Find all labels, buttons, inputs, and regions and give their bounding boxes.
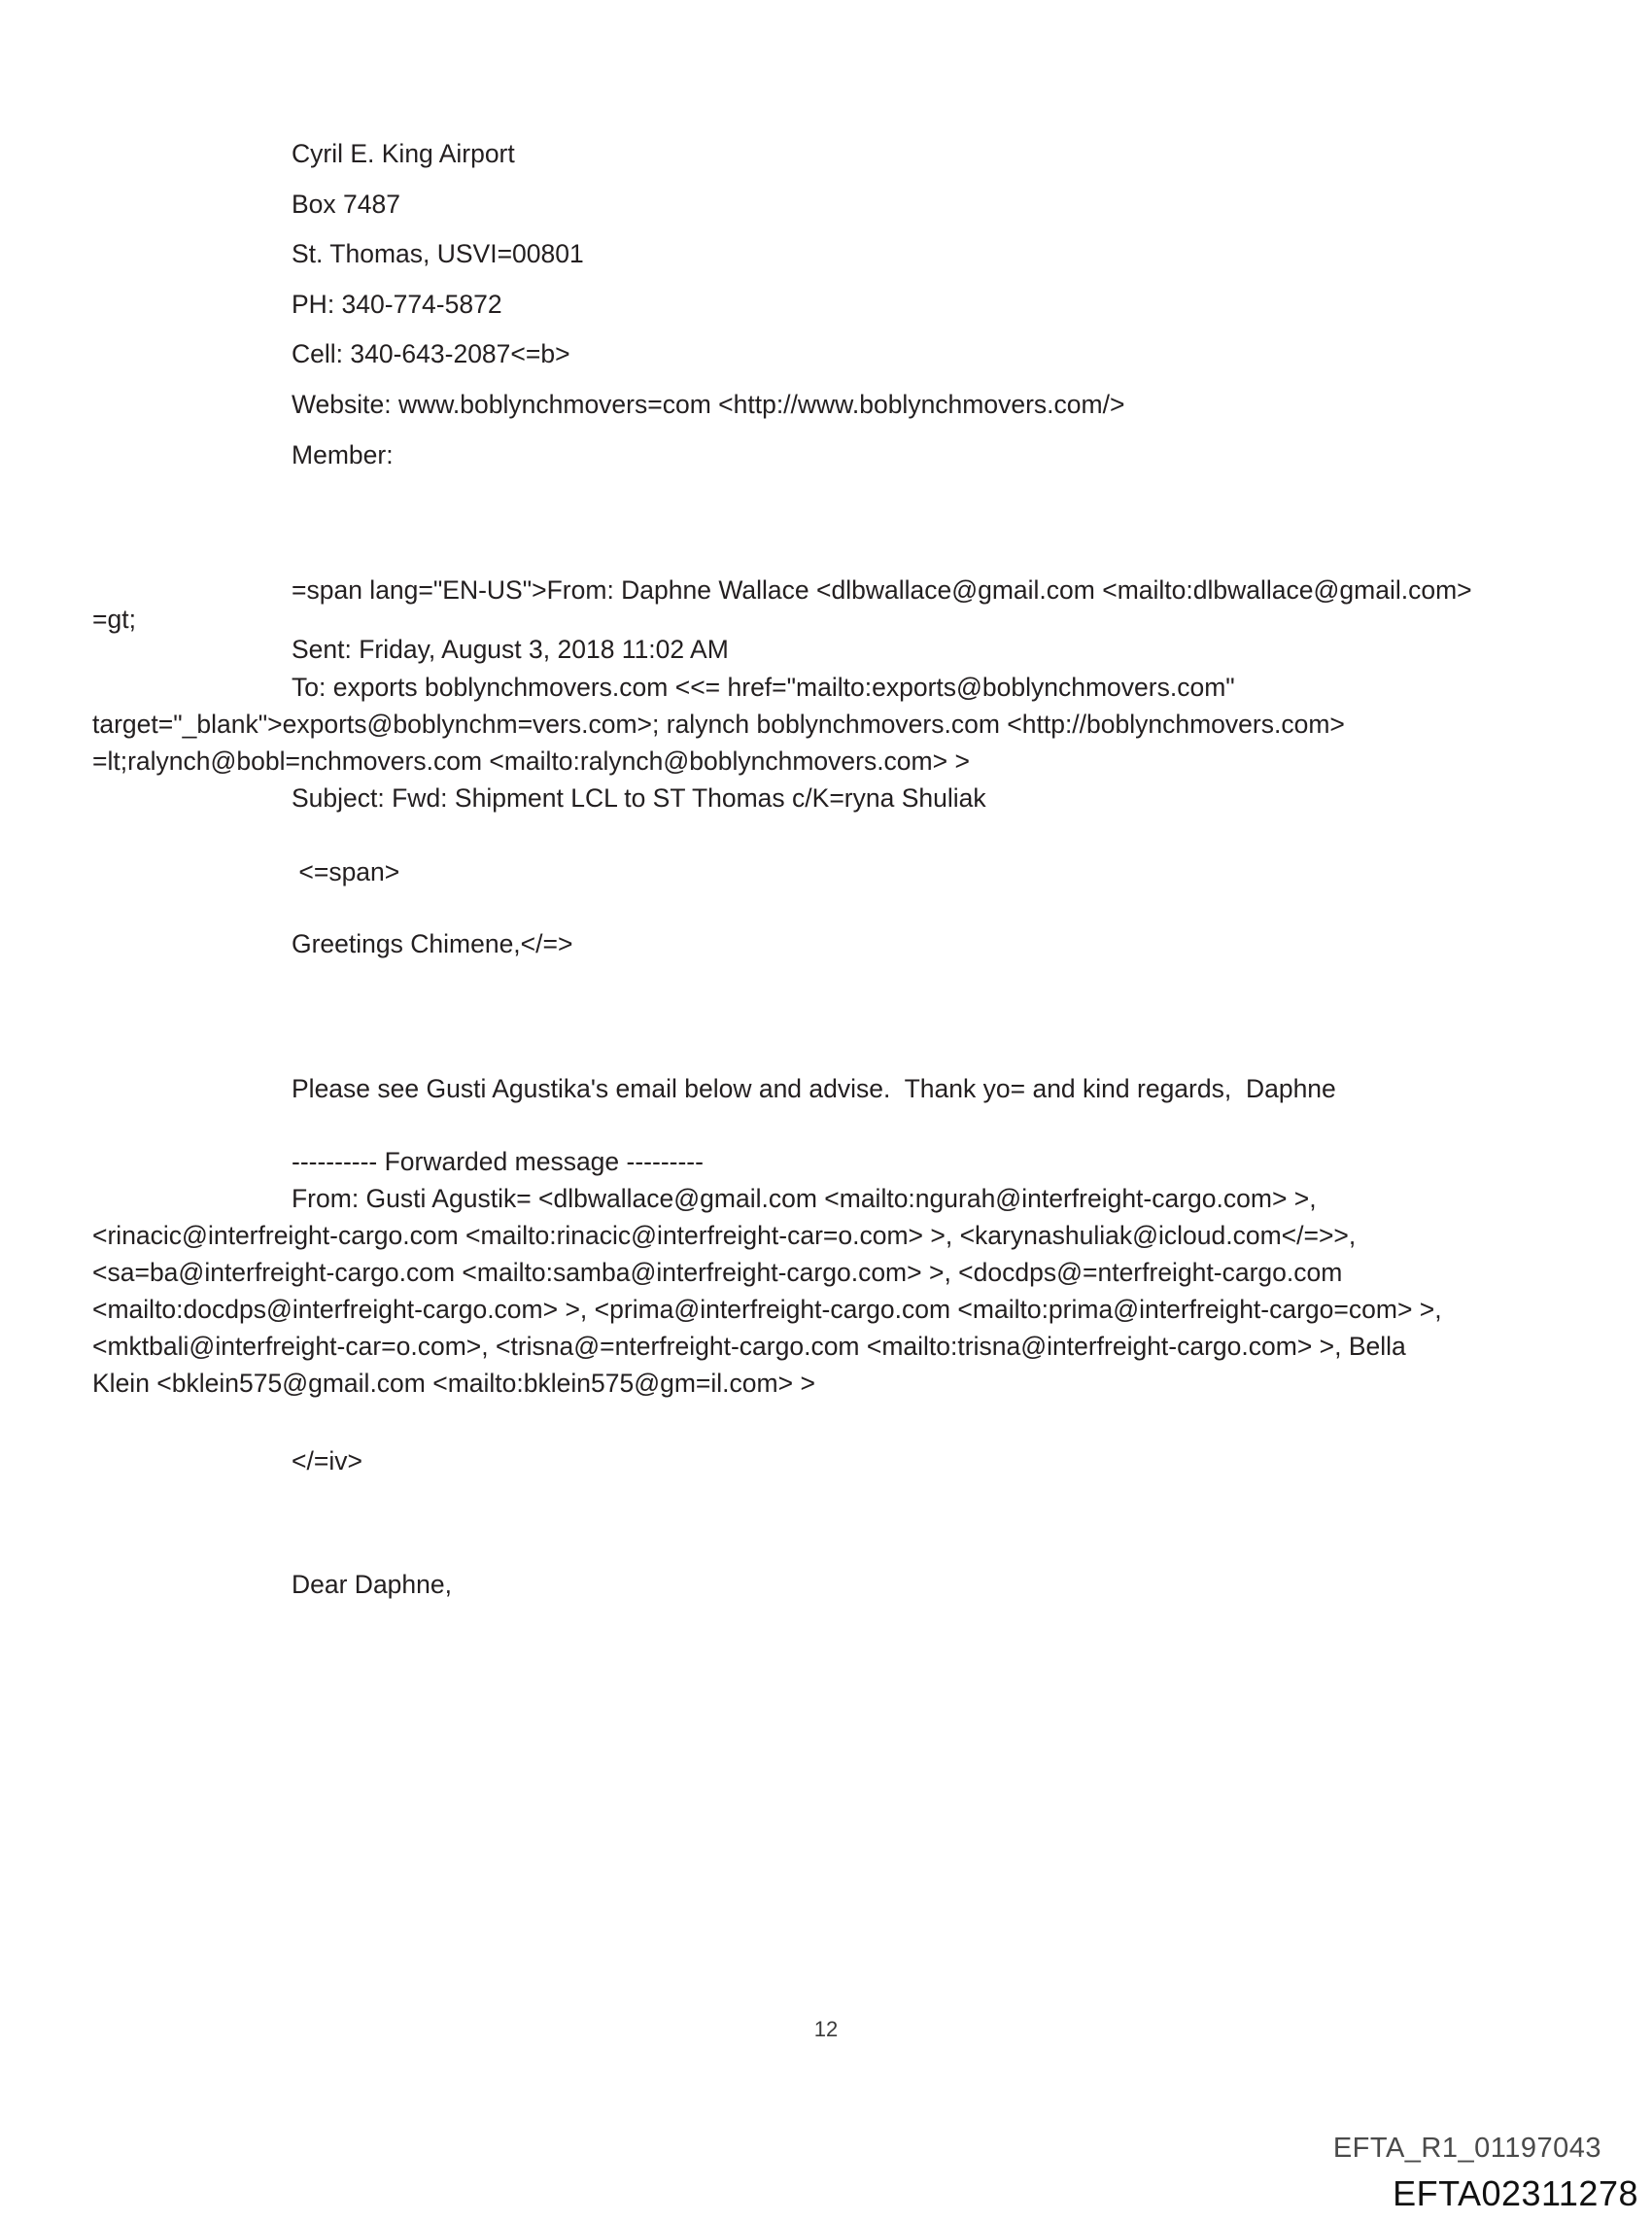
- greeting-line: Greetings Chimene,</=>: [292, 929, 573, 958]
- page-number: 12: [813, 2017, 839, 2041]
- forwarded-from-line-6: Klein <bklein575@gmail.com <mailto:bklein575@gm=il.com> >: [92, 1369, 815, 1398]
- please-see-line: Please see Gusti Agustika's email below and advise. Thank yo= and kind regards, Daphne: [292, 1074, 1336, 1103]
- address-line-city: St. Thomas, USVI=00801: [292, 239, 584, 268]
- email-subject-line: Subject: Fwd: Shipment LCL to ST Thomas c/K=ryna Shuliak: [292, 783, 986, 813]
- address-line-member: Member:: [292, 440, 394, 469]
- forwarded-from-line-5: <mktbali@interfreight-car=o.com>, <trisna@=nterfreight-cargo.com <mailto:trisna@interfreight-cargo.com> >, Bella: [92, 1332, 1406, 1361]
- address-line-box: Box 7487: [292, 190, 400, 219]
- bates-number-bottom: EFTA02311278: [1393, 2173, 1638, 2213]
- email-to-line-2: target="_blank">exports@boblynchm=vers.com>; ralynch boblynchmovers.com <http://boblynchmovers.com>: [92, 710, 1345, 739]
- address-line-website: Website: www.boblynchmovers=com <http://www.boblynchmovers.com/>: [292, 390, 1125, 419]
- div-close-line: </=iv>: [292, 1446, 362, 1476]
- bates-number-top: EFTA_R1_01197043: [1332, 2133, 1601, 2164]
- forwarded-from-line-3: <sa=ba@interfreight-cargo.com <mailto:samba@interfreight-cargo.com> >, <docdps@=nterfreight-cargo.com: [92, 1258, 1343, 1287]
- email-span-close: <=span>: [292, 857, 400, 886]
- email-gt-marker: =gt;: [92, 605, 136, 634]
- email-to-line-3: =lt;ralynch@bobl=nchmovers.com <mailto:ralynch@boblynchmovers.com> >: [92, 746, 970, 776]
- address-line-cell: Cell: 340-643-2087<=b>: [292, 339, 570, 368]
- dear-daphne-line: Dear Daphne,: [292, 1570, 452, 1599]
- email-from-line: =span lang="EN-US">From: Daphne Wallace <dlbwallace@gmail.com <mailto:dlbwallace@gmail.com>: [292, 575, 1472, 605]
- address-line-phone: PH: 340-774-5872: [292, 290, 502, 319]
- address-line-airport: Cyril E. King Airport: [292, 139, 515, 168]
- email-to-line-1: To: exports boblynchmovers.com <<= href="mailto:exports@boblynchmovers.com": [292, 673, 1235, 702]
- forwarded-from-line-4: <mailto:docdps@interfreight-cargo.com> >, <prima@interfreight-cargo.com <mailto:prima@interfreight-cargo=com> >,: [92, 1295, 1442, 1324]
- forwarded-from-line-2: <rinacic@interfreight-cargo.com <mailto:rinacic@interfreight-car=o.com> >, <karynashuliak@icloud.com</=>>,: [92, 1221, 1357, 1250]
- email-sent-line: Sent: Friday, August 3, 2018 11:02 AM: [292, 635, 729, 664]
- forwarded-divider: ---------- Forwarded message ---------: [292, 1147, 704, 1176]
- forwarded-from-line-1: From: Gusti Agustik= <dlbwallace@gmail.com <mailto:ngurah@interfreight-cargo.com> >,: [292, 1184, 1317, 1213]
